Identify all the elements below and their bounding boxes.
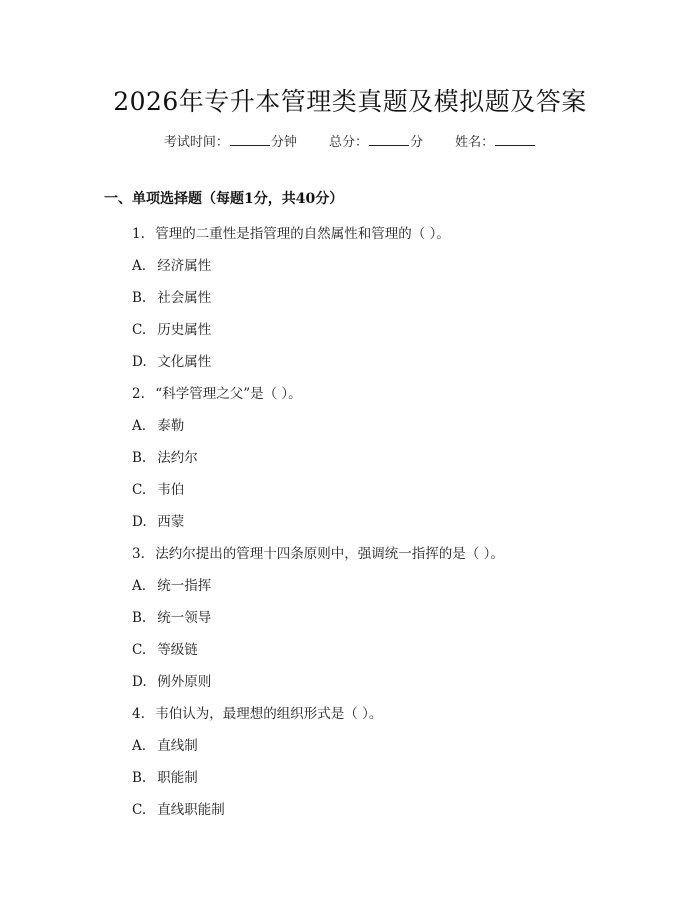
- option-3c: [132, 640, 504, 672]
- option-text: 直线职能制: [157, 802, 225, 818]
- option-letter: D.: [132, 354, 147, 370]
- option-text: 等级链: [157, 642, 198, 658]
- option-letter: A.: [132, 738, 147, 754]
- option-letter: A.: [132, 418, 147, 434]
- option-text: 法约尔: [157, 450, 198, 466]
- total-score-blank: [369, 133, 409, 146]
- option-text: 泰勒: [157, 418, 185, 434]
- option-1a: [132, 256, 504, 288]
- document-title: 2026年专升本管理类真题及模拟题及答案: [113, 87, 587, 116]
- option-2c: [132, 480, 504, 512]
- option-letter: D.: [132, 674, 147, 690]
- option-letter: D.: [132, 514, 147, 530]
- question-list: [132, 224, 504, 832]
- option-4b: [132, 768, 504, 800]
- exam-time-unit: 分钟: [270, 135, 297, 150]
- option-text: 历史属性: [157, 322, 212, 338]
- option-3a: [132, 576, 504, 608]
- question-text: 法约尔提出的管理十四条原则中，强调统一指挥的是（ ）。: [155, 546, 504, 562]
- question-4: [132, 704, 504, 736]
- exam-time-blank: [230, 133, 270, 146]
- option-text: 统一领导: [157, 610, 212, 626]
- option-4c: [132, 800, 504, 832]
- option-letter: A.: [132, 578, 147, 594]
- option-text: 韦伯: [157, 482, 185, 498]
- option-1c: [132, 320, 504, 352]
- option-letter: B.: [132, 610, 147, 626]
- exam-time-label: 考试时间：: [163, 135, 229, 150]
- option-text: 文化属性: [157, 354, 212, 370]
- question-number: 1.: [132, 226, 145, 242]
- question-number: 4.: [132, 706, 145, 722]
- option-text: 直线制: [157, 738, 198, 754]
- option-text: 职能制: [157, 770, 198, 786]
- question-text: 管理的二重性是指管理的自然属性和管理的（ ）。: [155, 226, 450, 242]
- option-3d: [132, 672, 504, 704]
- question-number: 3.: [132, 546, 145, 562]
- option-text: 统一指挥: [157, 578, 212, 594]
- option-text: 西蒙: [157, 514, 185, 530]
- exam-info: [0, 131, 700, 150]
- student-name-field: [455, 131, 536, 150]
- option-2a: [132, 416, 504, 448]
- option-letter: C.: [132, 482, 147, 498]
- option-letter: C.: [132, 642, 147, 658]
- option-letter: C.: [132, 322, 147, 338]
- total-score-field: [329, 131, 423, 150]
- option-text: 例外原则: [157, 674, 212, 690]
- question-text: 韦伯认为，最理想的组织形式是（ ）。: [155, 706, 383, 722]
- student-name-label: 姓名：: [455, 135, 495, 150]
- option-1d: [132, 352, 504, 384]
- option-text: 社会属性: [157, 290, 212, 306]
- option-letter: A.: [132, 258, 147, 274]
- option-letter: B.: [132, 770, 147, 786]
- total-score-unit: 分: [410, 135, 424, 150]
- exam-time-field: [164, 131, 297, 150]
- question-2: [132, 384, 504, 416]
- student-name-blank: [495, 133, 535, 146]
- total-score-label: 总分：: [328, 135, 368, 150]
- question-text: “科学管理之父”是（ ）。: [155, 386, 302, 402]
- section-heading: 一、单项选择题（每题1分，共40分）: [104, 191, 344, 207]
- option-2d: [132, 512, 504, 544]
- option-4a: [132, 736, 504, 768]
- question-1: [132, 224, 504, 256]
- option-1b: [132, 288, 504, 320]
- option-2b: [132, 448, 504, 480]
- question-3: [132, 544, 504, 576]
- option-letter: B.: [132, 290, 147, 306]
- option-3b: [132, 608, 504, 640]
- option-letter: C.: [132, 802, 147, 818]
- option-letter: B.: [132, 450, 147, 466]
- option-text: 经济属性: [157, 258, 212, 274]
- question-number: 2.: [132, 386, 145, 402]
